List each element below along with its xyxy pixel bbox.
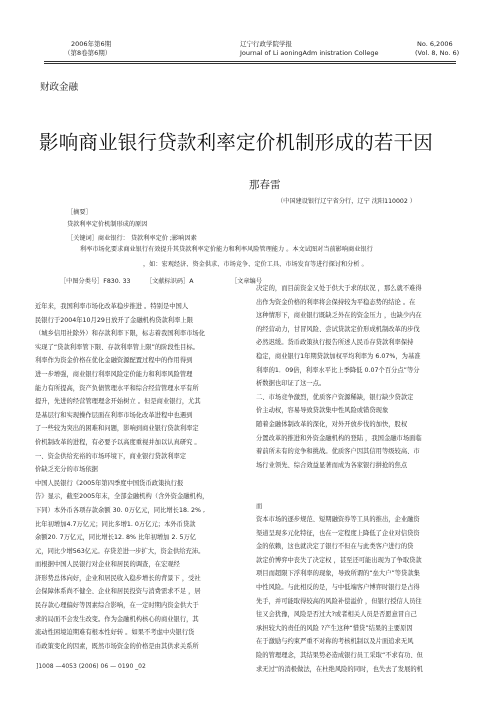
article-number: ［文章编号 [231,278,262,285]
body-line: 告》显示，截至2005年末，全部金融机构（含外资金融机构， [35,493,209,501]
author-name: 那春雷 [249,179,281,191]
body-line: 分置改革的推进和外资金融机构的登陆 ，我国金融市场面临 [256,434,422,442]
abstract-label: ［摘要］ [67,209,92,216]
body-line: 会保障体系尚不健全、企业和居民投资与消费需求不足 ，居 [35,588,201,596]
body-line: 随着金融体制改革的深化，对外开放步伐的加快，股权 [256,420,408,428]
body-line: 下同）本外币各项存款余额 30. 0万亿元，同比增长18. 2% , [35,506,205,514]
body-line: 稳定，商业银行1年期贷款加权平均利率为 6.07%，为基准 [256,352,421,360]
body-line: 民银行于2004年10月29日放开了金融机构贷款利率上限 [35,316,193,324]
body-line: 流动性困境迫期难有根本性好转 。如果不考虑中央银行货 [35,629,195,637]
body-line: 出作为资金价格的利率将会保持较为平稳态势的结论 。在 [256,298,416,306]
body-line: 险的管理理念，其结果势必造成银行员工采取“不求有功、但 [256,652,423,660]
body-line: 款定价博弈中丧失了决定权 ，甚至还可能出现为了争取贷款 [256,556,422,564]
body-line: 提升，先进的经营管理理念开始树立 。但是商业银行，尤其 [35,398,201,406]
body-line: 渠道呈现多元化特征，也在一定程度上降低了企业对信贷资 [256,529,420,537]
body-line: 了一些较为突出的困难和问题，影响到商业银行贷款利率定 [35,425,199,433]
body-line: 必然迟缓。货币政策执行报告所述人民币存贷款利率保持 [256,339,414,347]
header-rule [44,61,456,62]
body-line: 析数据也印证了这一点。 [256,380,326,388]
body-line: 一、资金供给充裕的市场环境下，商业银行贷款利率定 [35,452,187,460]
right-column [256,282,468,676]
keywords-line: ［关键词］商业银行： 贷款利率定价 ;影响因素 [67,235,197,242]
journal-name-en: Journal of Li aoningAdm inistration College [240,49,379,57]
body-line: 这种情形下，商业银行既缺乏外在的资金压力 ，也缺少内在 [256,312,422,320]
body-line [256,486,468,500]
abstract-text: 贷款利率定价机制形成的原因 [67,221,148,228]
body-line: 资本市场的逐步规范、短期融资券等工具的推出，企业融资 [256,516,420,524]
body-line: 进一步增强，商业银行利率风险定价能力和利率风险管理 [35,370,193,378]
body-line: 先手，并可能取得较高的风险补偿溢价 ，但银行授信人员往 [256,597,422,605]
body-line: （城乡信用社除外）和存款利率下限，标志着我国利率市场化 [35,330,206,338]
volume-number-en: (Vol. 8, No. 6) [415,49,460,57]
header-rule-thin [44,63,456,64]
body-line: 币政策变化的因素，既然市场资金的价格是由其供求关系所 [35,642,199,650]
body-line: 比年初增加4.7万亿元；同比多增1. 0万亿元；本外币贷款 [35,520,196,528]
article-code-footer: ]1008 —4053 (2006) 06 — 0190 _02 [36,663,146,670]
body-line: 价缺乏充分的市场依据 [35,466,98,474]
body-line: 而 [256,502,263,510]
body-line: 实现了“贷款利率管下限、存款利率管上限”的阶段性目标。 [35,343,199,351]
body-line: 中国人民银行《2005年第四季度中国货币政策执行报 [35,479,184,487]
keywords-text-1: 利率市场化要求商业银行有效提升其贷款利率定价能力和利率风险管理能力 。本文试图对当前影响商业银行 [80,246,373,253]
body-line: 是基层行和实现操作层面在利率市场化改革进程中也遇到 [35,411,193,419]
issue-number-en: No. 6,2006 [417,40,453,48]
body-line: 着前所未有的竞争和挑战。优质客户因其信用等级较高、市 [256,448,420,456]
body-line: 求无过”的消极做法，在杜绝风险的同时，也失去了发展的机 [256,665,423,673]
body-line: 利率的1．09倍，利率水平比上季降低 0.07个百分点”等分 [256,366,420,374]
body-line [256,472,468,486]
body-line: 求的局面不会发生改变。作为金融机构核心的商业银行，其 [35,615,199,623]
body-line: 决定的，而目前资金又处于供大于求的状况 ，那么就不难得 [256,285,422,292]
author-affiliation: （中国建设银行辽宁省分行，辽宁 沈阳110002 ） [277,198,416,205]
volume-number: （第8卷第6期） [64,49,112,57]
body-line: 在于激励与约束严重不对称的考核机制以及片面追求无风 [256,638,414,646]
issue-number: 2006年第6期 [71,40,112,48]
left-column [35,300,248,653]
body-line: 近年来，我国利率市场化改革稳步推进 。特别是中国人 [35,303,189,310]
body-line: 中性风险。与此相反的是，与中低端客户博弈时银行是占得 [256,584,420,592]
body-line: 能力有所提高，资产负债管理水平和综合经营管理水平有所 [35,384,199,392]
body-line: 而根据中国人民银行对企业和居民的调查，在宏观经 [35,561,180,569]
body-line: 济形势总体向好，企业和居民收入稳步增长的背景下 ，受社 [35,574,201,582]
journal-name-cn: 辽宁行政学院学报 [240,40,292,48]
body-line: 场行业领先、综合效益显著而成为各家银行拼抢的焦点 [256,461,408,469]
body-line: 项目而超限下浮利率的现象，导致所谓的“垒大户”等贷款集 [256,570,420,578]
body-line: 往又会犹豫，风险是否过大?或者相关人员是否愿意冒自己 [256,611,417,619]
body-line: 价机制改革的进程，有必要予以高度重视并加以认真研究 。 [35,438,201,446]
keywords-text-2: ，如：宏观经济、资金供求、市场竞争、定价工具、市场发育等进行探讨和分析 。 [143,261,368,268]
body-line: 民存款心理偏好等因素综合影响，在一定时期内资金供大于 [35,602,199,610]
body-line: 余额20. 7万亿元，同比增长12. 8% 比年初增加 2. 5万亿 [35,534,197,542]
article-title: 影响商业银行贷款利率定价机制形成的若干因 [39,131,434,154]
body-line: 二、市场竞争激烈，优质客户资源稀缺，银行缺少贷款定 [256,393,414,401]
clc-number: ［中图分类号］F830. 33 [60,278,131,285]
body-line: 价主动权，容易导致贷款集中性风险或错贷现象 [256,407,389,415]
section-label: 财政金融 [40,82,79,93]
body-line: 的经营动力，甘冒风险、尝试贷款定价形成机制改革的步伐 [256,325,420,333]
document-code: ［文献标识码］A [146,278,194,285]
body-line: 承担较大的责任的风险 ?产生这种“惜贷”结果的主要原因 [256,624,413,632]
body-line: 元，同比少增563亿元。存贷差进一步扩大，资金供给充沛。 [35,547,205,555]
body-line: 利率作为资金价格在优化金融资源配置过程中的作用得到 [35,357,193,365]
body-line: 金的依赖，这也就决定了银行不但在与此类客户进行的贷 [256,543,414,551]
